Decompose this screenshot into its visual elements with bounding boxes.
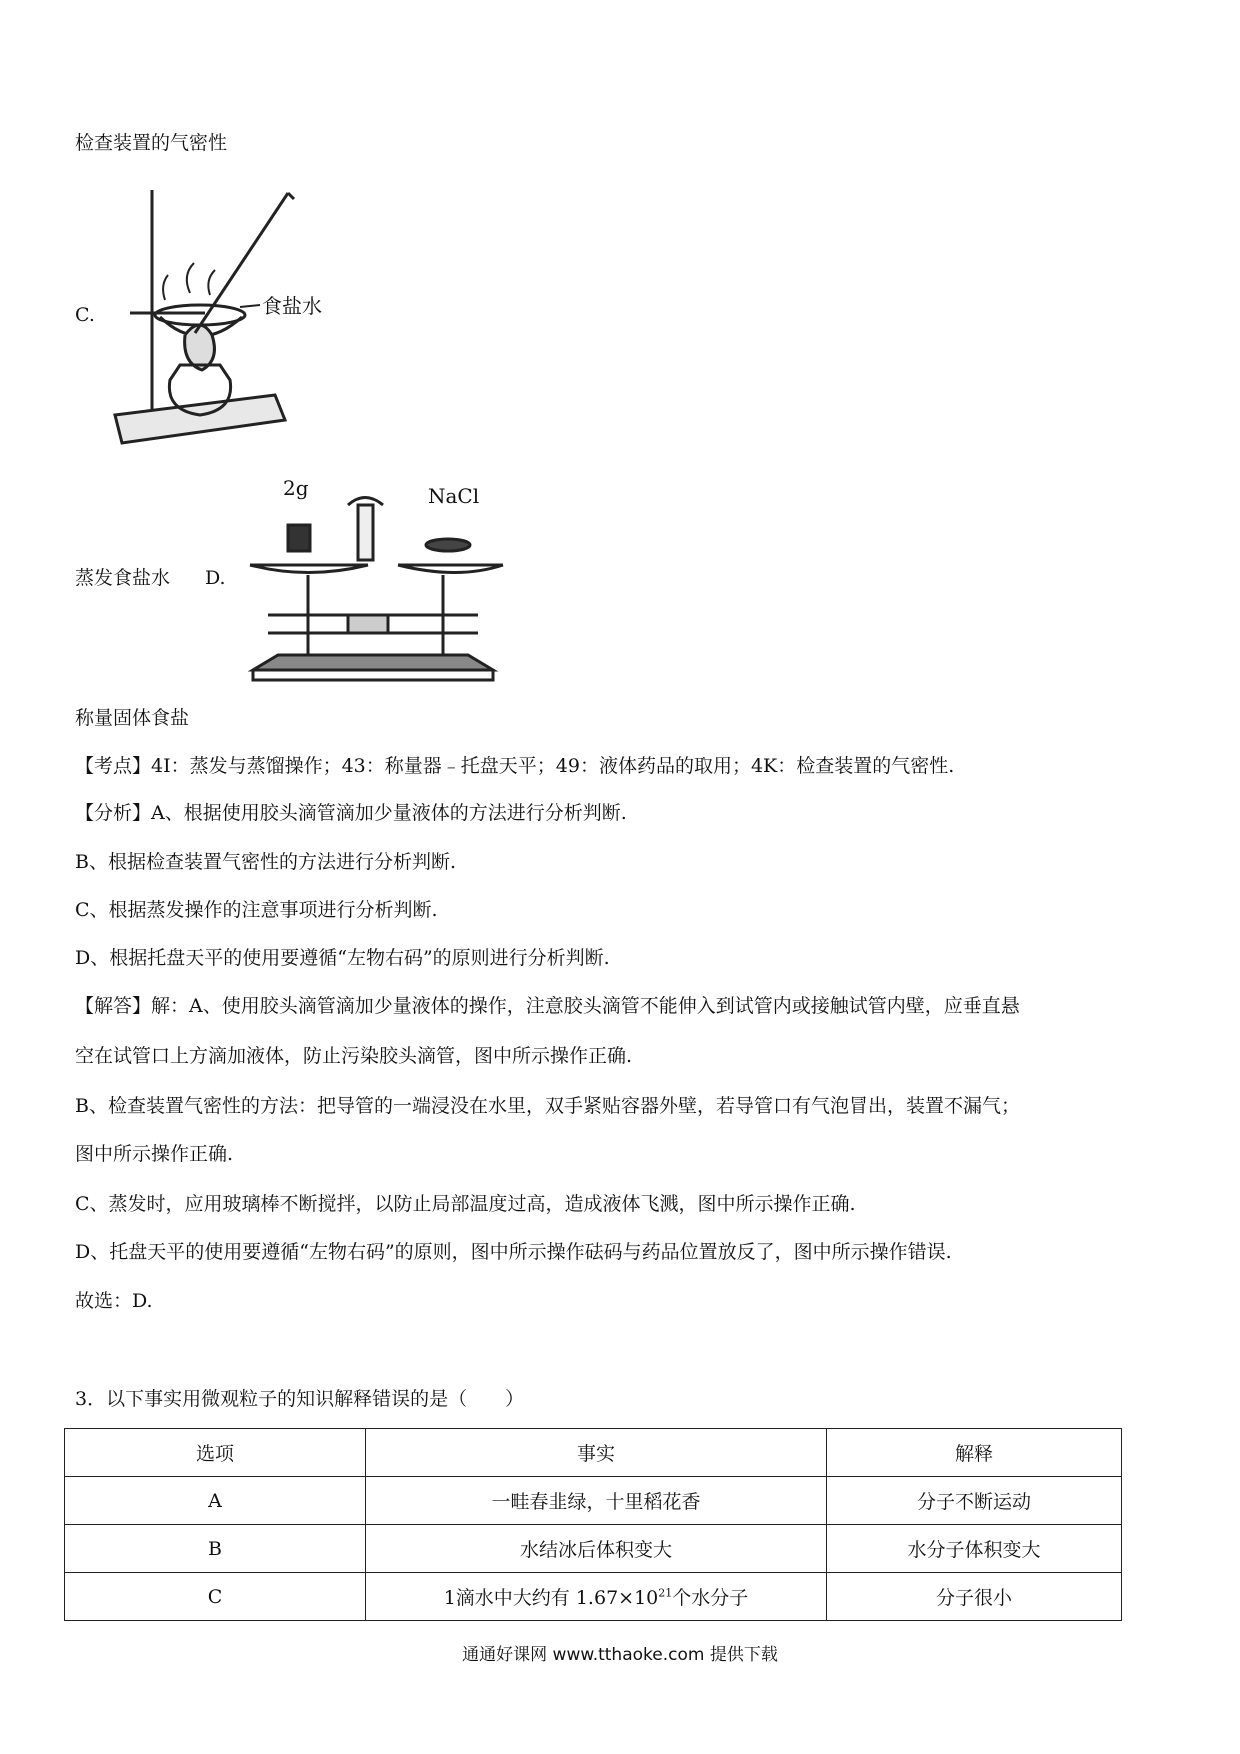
option-d-letter: D. xyxy=(205,567,226,589)
cell-fact xyxy=(366,1573,827,1621)
evaporation-figure xyxy=(110,185,350,445)
facts-table xyxy=(64,1428,1122,1621)
table-row xyxy=(65,1525,1122,1573)
cell-option: A xyxy=(65,1477,366,1525)
fact-text: 1滴水中大约有 1.67×10 xyxy=(443,1587,659,1609)
option-c-letter: C. xyxy=(75,304,95,326)
page-footer: 通通好课网 www.tthaoke.com 提供下载 xyxy=(462,1645,778,1665)
question-3: 3．以下事实用微观粒子的知识解释错误的是（ ） xyxy=(75,1388,525,1410)
table-row xyxy=(65,1573,1122,1621)
header-explain: 解释 xyxy=(827,1429,1122,1477)
jieda-line: 空在试管口上方滴加液体，防止污染胶头滴管，图中所示操作正确. xyxy=(75,1045,633,1067)
fact-exponent: 21 xyxy=(658,1586,673,1600)
fenxi-line: B、根据检查装置气密性的方法进行分析判断. xyxy=(75,851,457,873)
cell-explain: 水分子体积变大 xyxy=(827,1525,1122,1573)
cell-explain: 分子很小 xyxy=(827,1573,1122,1621)
header-option: 选项 xyxy=(65,1429,366,1477)
cell-option: B xyxy=(65,1525,366,1573)
cell-fact: 一畦春韭绿，十里稻花香 xyxy=(366,1477,827,1525)
jieda-line: B、检查装置气密性的方法：把导管的一端浸没在水里，双手紧贴容器外壁，若导管口有气泡冒出，装置不漏气； xyxy=(75,1095,1020,1117)
option-c-caption: 蒸发食盐水 xyxy=(75,567,171,589)
jieda-line: D、托盘天平的使用要遵循“左物右码”的原则，图中所示操作砝码与药品位置放反了，图中所示操作错误. xyxy=(75,1241,952,1263)
cell-fact: 水结冰后体积变大 xyxy=(366,1525,827,1573)
kaodian-line: 【考点】4I：蒸发与蒸馏操作；43：称量器﹣托盘天平；49：液体药品的取用；4K：检查装置的气密性. xyxy=(75,755,955,777)
fenxi-line: D、根据托盘天平的使用要遵循“左物右码”的原则进行分析判断. xyxy=(75,947,610,969)
fenxi-line: 【分析】A、根据使用胶头滴管滴加少量液体的方法进行分析判断. xyxy=(75,802,627,824)
intro-label: 检查装置的气密性 xyxy=(75,132,228,154)
header-fact: 事实 xyxy=(366,1429,827,1477)
jieda-line: 图中所示操作正确. xyxy=(75,1143,234,1165)
jieda-line: 【解答】解：A、使用胶头滴管滴加少量液体的操作，注意胶头滴管不能伸入到试管内或接触试管内壁，应垂直悬 xyxy=(75,995,1020,1017)
weight-label: 2g xyxy=(283,476,309,500)
table-header-row xyxy=(65,1429,1122,1477)
cell-explain: 分子不断运动 xyxy=(827,1477,1122,1525)
jieda-line: 故选：D. xyxy=(75,1290,153,1312)
jieda-line: C、蒸发时，应用玻璃棒不断搅拌，以防止局部温度过高，造成液体飞溅，图中所示操作正确. xyxy=(75,1193,856,1215)
salt-water-label: 食盐水 xyxy=(262,294,322,318)
option-d-caption: 称量固体食盐 xyxy=(75,707,190,729)
cell-option: C xyxy=(65,1573,366,1621)
nacl-label: NaCl xyxy=(428,484,480,508)
fenxi-line: C、根据蒸发操作的注意事项进行分析判断. xyxy=(75,899,438,921)
balance-figure xyxy=(248,465,506,683)
table-row xyxy=(65,1477,1122,1525)
fact-text-end: 个水分子 xyxy=(672,1587,749,1609)
